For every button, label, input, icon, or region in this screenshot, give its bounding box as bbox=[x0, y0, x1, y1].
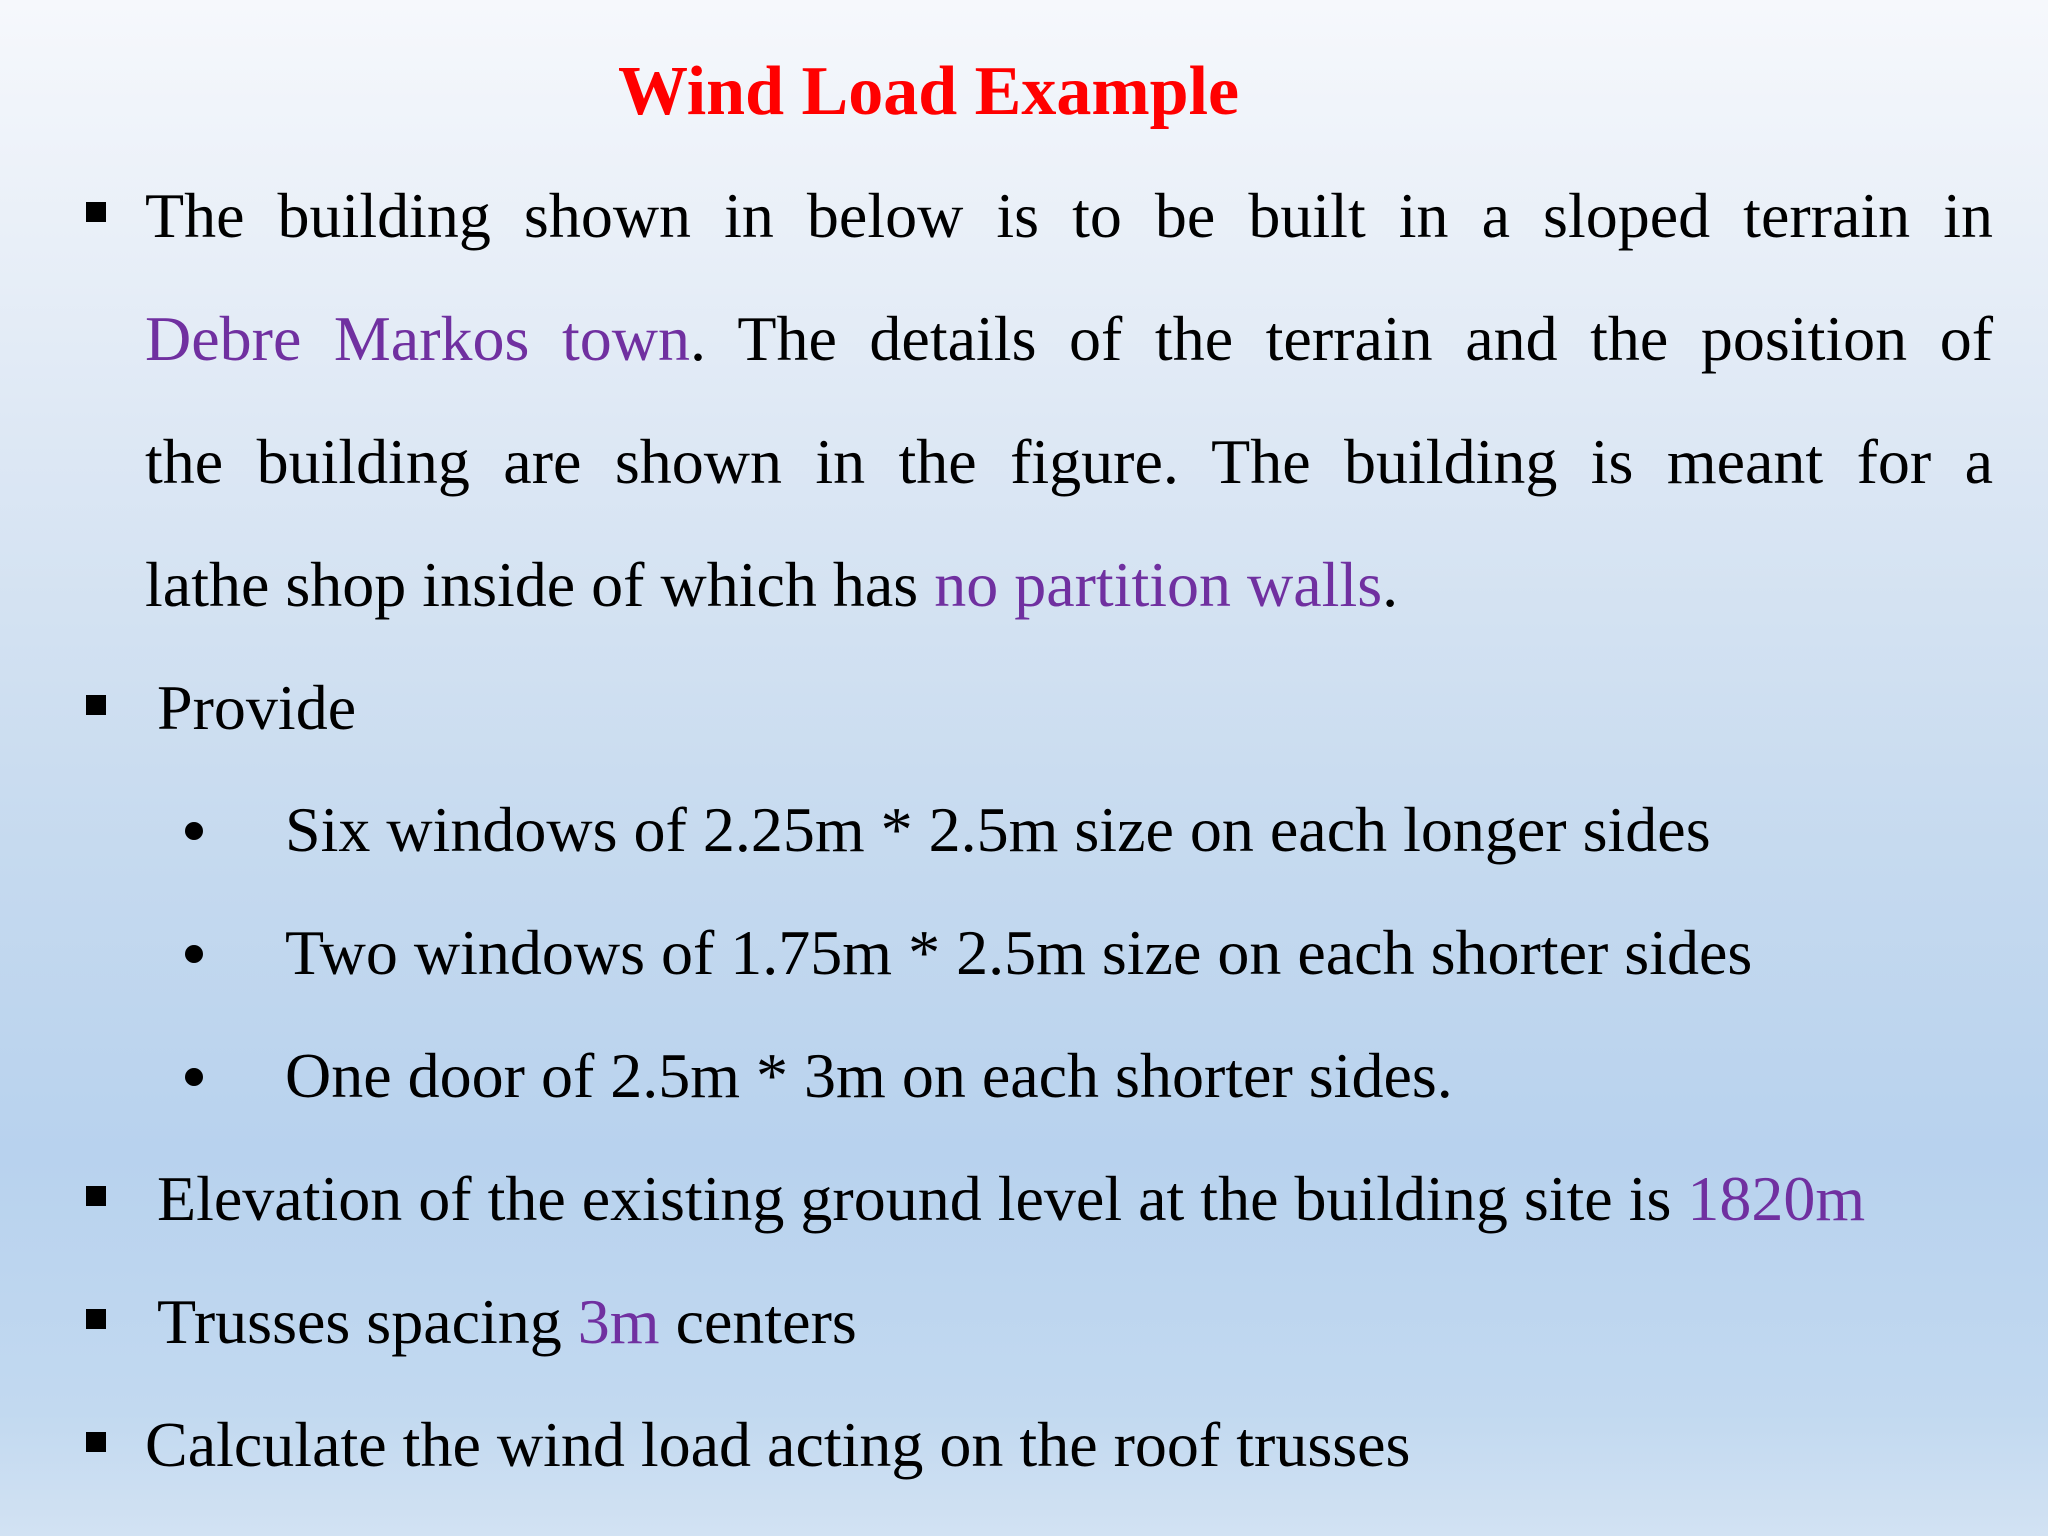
intro-line-4: lathe shop inside of which has no partition walls. bbox=[145, 549, 1399, 620]
elevation-line: Elevation of the existing ground level at the building site is 1820m bbox=[157, 1163, 1866, 1234]
partition-highlight: no partition walls bbox=[934, 549, 1383, 620]
square-bullet-icon bbox=[86, 1432, 106, 1452]
provide-item-3: One door of 2.5m * 3m on each shorter sides. bbox=[285, 1040, 1453, 1111]
provide-item-1: Six windows of 2.25m * 2.5m size on each longer sides bbox=[285, 794, 1711, 865]
provide-item-2: Two windows of 1.75m * 2.5m size on each shorter sides bbox=[285, 917, 1753, 988]
calculate-line: Calculate the wind load acting on the roof trusses bbox=[145, 1409, 1411, 1480]
square-bullet-icon bbox=[86, 695, 106, 715]
provide-label: Provide bbox=[157, 672, 357, 743]
spacing-highlight: 3m bbox=[577, 1286, 660, 1357]
intro-line-3: the building are shown in the figure. The building is meant for a bbox=[145, 426, 1993, 497]
trusses-line: Trusses spacing 3m centers bbox=[157, 1286, 857, 1357]
round-bullet-icon bbox=[185, 945, 203, 963]
location-highlight: Debre Markos town bbox=[145, 303, 690, 374]
intro-line-2: Debre Markos town. The details of the terrain and the position of bbox=[145, 303, 1994, 374]
intro-line-1: The building shown in below is to be built in a sloped terrain in bbox=[145, 180, 1993, 251]
elevation-highlight: 1820m bbox=[1687, 1163, 1866, 1234]
square-bullet-icon bbox=[86, 1186, 106, 1206]
slide-title: Wind Load Example bbox=[618, 53, 1240, 130]
square-bullet-icon bbox=[86, 202, 106, 222]
round-bullet-icon bbox=[185, 1068, 203, 1086]
square-bullet-icon bbox=[86, 1309, 106, 1329]
round-bullet-icon bbox=[185, 822, 203, 840]
